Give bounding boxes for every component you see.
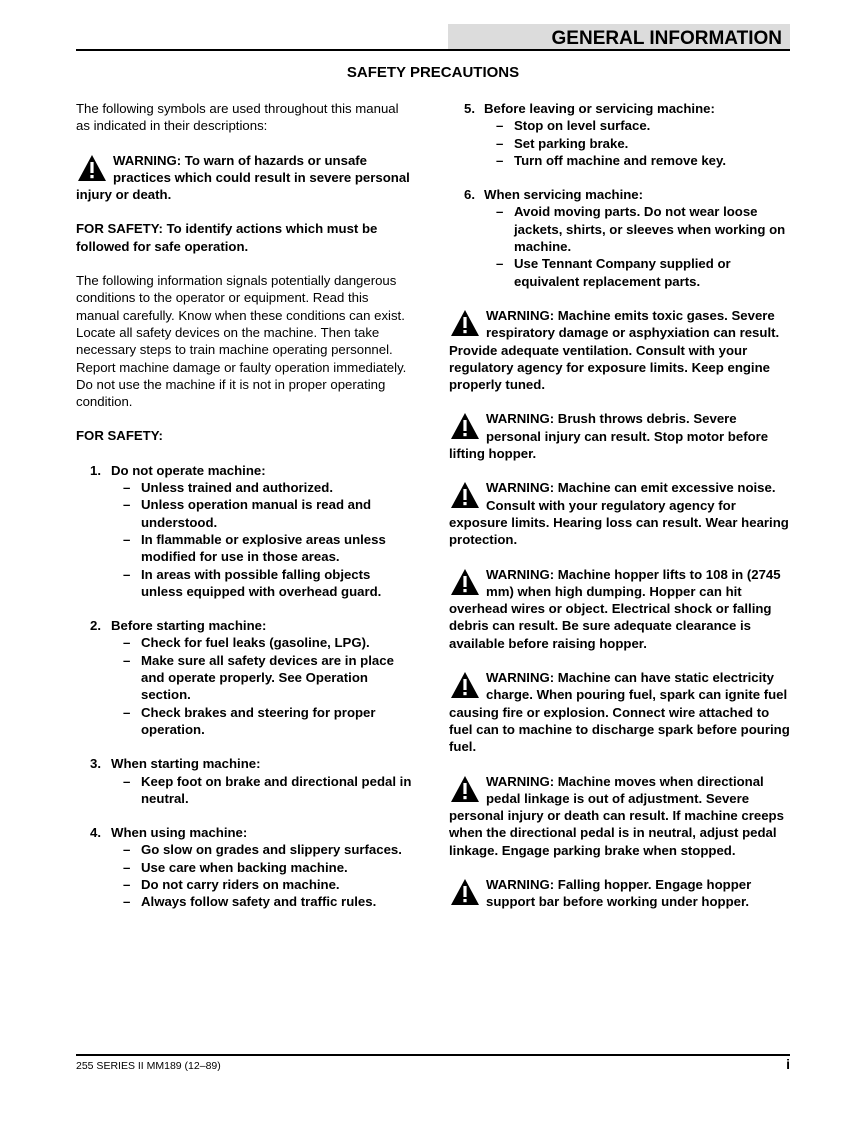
list-item: – In flammable or explosive areas unless modified for use in those areas. — [123, 531, 386, 565]
list-item: – Set parking brake. — [496, 135, 629, 151]
section-title: Before leaving or servicing machine: — [484, 101, 715, 116]
list-item: 2. Before starting machine: – Check for fuel leaks (gasoline, LPG). – Make sure all safety devices are in place and operate properly. See Operation section. – Check brakes and steering for proper operation. — [76, 617, 414, 738]
warning-triangle-icon — [450, 568, 480, 596]
warning-triangle-icon — [450, 412, 480, 440]
warning-text: WARNING: Machine can emit excessive noise. Consult with your regulatory agency for exposure limits. Hearing loss can result. Wear hearing protection. — [449, 480, 789, 548]
header-rule — [76, 49, 790, 51]
warning-triangle-icon — [77, 154, 107, 182]
intro-text: The following symbols are used throughout this manual as indicated in their descriptions: — [76, 101, 399, 134]
warning-triangle-icon — [450, 671, 480, 699]
warning-block — [449, 876, 794, 911]
for-safety-heading: FOR SAFETY: — [76, 428, 163, 444]
precaution-list-left — [76, 462, 414, 911]
warning-block — [449, 669, 794, 755]
warning-definition-text: WARNING: To warn of hazards or unsafe practices which could result in severe personal injury or death. — [76, 152, 410, 203]
warning-text: WARNING: Machine can have static electricity charge. When pouring fuel, spark can ignite fuel causing fire or explosion. Connect wire attached to fuel can to machine to discharge spark before pouring fuel. — [449, 670, 790, 755]
list-item: – In areas with possible falling objects unless equipped with overhead guard. — [123, 566, 382, 599]
list-item: – Keep foot on brake and directional pedal in neutral. — [123, 773, 412, 806]
warning-text: WARNING: Machine emits toxic gases. Severe respiratory damage or asphyxiation can result. Provide adequate ventilation. Consult with your regulatory agency for exposure limits. Keep engine properly tuned. — [449, 307, 780, 393]
list-item: – Check brakes and steering for proper operation. — [123, 704, 376, 737]
safety-definition: FOR SAFETY: To identify actions which must be followed for safe operation. — [76, 221, 378, 254]
warning-text: WARNING: Machine moves when directional pedal linkage is out of adjustment. Severe personal injury or death can result. If machine creeps when the directional pedal is in neutral, adjust pedal linkage. Engage parking brake when stopped. — [449, 773, 784, 858]
list-item: – Use Tennant Company supplied or equivalent replacement parts. — [496, 256, 731, 289]
list-item: – Check for fuel leaks (gasoline, LPG). — [123, 635, 370, 651]
list-item: – Use care when backing machine. — [123, 859, 348, 875]
section-title: Do not operate machine: — [111, 462, 266, 478]
list-item: 6. When servicing machine: – Avoid moving parts. Do not wear loose jackets, shirts, or sleeves when working on machine. – Use Tennant Company supplied or equivalent replacement parts. — [449, 186, 794, 290]
list-item: – Unless operation manual is read and understood. — [123, 497, 372, 530]
list-item: 5. Before leaving or servicing machine: – Stop on level surface. – Set parking brake. – Turn off machine and remove key. — [449, 100, 794, 169]
list-item: – Make sure all safety devices are in place and operate properly. See Operation section. — [123, 652, 394, 703]
warning-text: WARNING: Machine hopper lifts to 108 in (2745 mm) when high dumping. Hopper can hit overhead wires or object. Electrical shock or falling debris can result. Be sure adequate clearance is available before raising hopper. — [449, 566, 781, 651]
warning-triangle-icon — [450, 878, 480, 906]
list-item: – Do not carry riders on machine. — [123, 876, 340, 892]
warning-block — [449, 307, 794, 393]
precaution-list-right — [449, 100, 794, 290]
list-item: – Avoid moving parts. Do not wear loose jackets, shirts, or sleeves when working on machine. — [496, 204, 786, 255]
warning-triangle-icon — [450, 775, 480, 803]
list-item: – Go slow on grades and slippery surfaces. — [123, 842, 402, 858]
page-title: SAFETY PRECAUTIONS — [346, 64, 520, 81]
warning-text: WARNING: Falling hopper. Engage hopper support bar before working under hopper. — [486, 876, 752, 910]
warning-definition — [76, 152, 414, 204]
right-column — [449, 100, 794, 911]
left-column — [76, 100, 414, 911]
warning-triangle-icon — [450, 309, 480, 337]
page-number: i — [786, 1056, 790, 1072]
warning-block — [449, 566, 794, 652]
section-title: When servicing machine: — [484, 187, 644, 203]
section-title: GENERAL INFORMATION — [551, 28, 782, 49]
warning-triangle-icon — [450, 481, 480, 509]
list-item: 1. Do not operate machine: – Unless trained and authorized. – Unless operation manual is read and understood. – In flammable or explosive areas unless modified for use in those areas. – In areas with possible falling objects unless equipped with overhead guard. — [76, 462, 414, 600]
list-item: – Stop on level surface. — [496, 118, 651, 134]
section-title: Before starting machine: — [111, 618, 267, 634]
warning-text: WARNING: Brush throws debris. Severe personal injury can result. Stop motor before lifting hopper. — [449, 411, 769, 462]
list-item: 4. When using machine: – Go slow on grades and slippery surfaces. – Use care when backing machine. – Do not carry riders on machine. – Always follow safety and traffic rules. — [76, 824, 414, 910]
warning-block — [449, 479, 794, 548]
warning-block — [449, 773, 794, 859]
footer-rule — [76, 1054, 790, 1056]
warning-block — [449, 410, 794, 462]
info-paragraph: The following information signals potentially dangerous conditions to the operator or equipment. Read this manual carefully. Know when these conditions can exist. Locate all safety devices on the machine. Then take necessary steps to train machine operating personnel. Report machine damage or faulty operation immediately. Do not use the machine if it is not in proper operating condition. — [76, 273, 407, 410]
footer-model: 255 SERIES II MM189 (12–89) — [76, 1060, 221, 1072]
section-title: When using machine: — [111, 825, 248, 841]
list-item: – Unless trained and authorized. — [123, 480, 333, 496]
list-item: – Turn off machine and remove key. — [496, 152, 727, 168]
list-item: 3. When starting machine: – Keep foot on brake and directional pedal in neutral. — [76, 755, 414, 807]
section-title: When starting machine: — [111, 756, 261, 772]
list-item: – Always follow safety and traffic rules. — [123, 894, 377, 910]
